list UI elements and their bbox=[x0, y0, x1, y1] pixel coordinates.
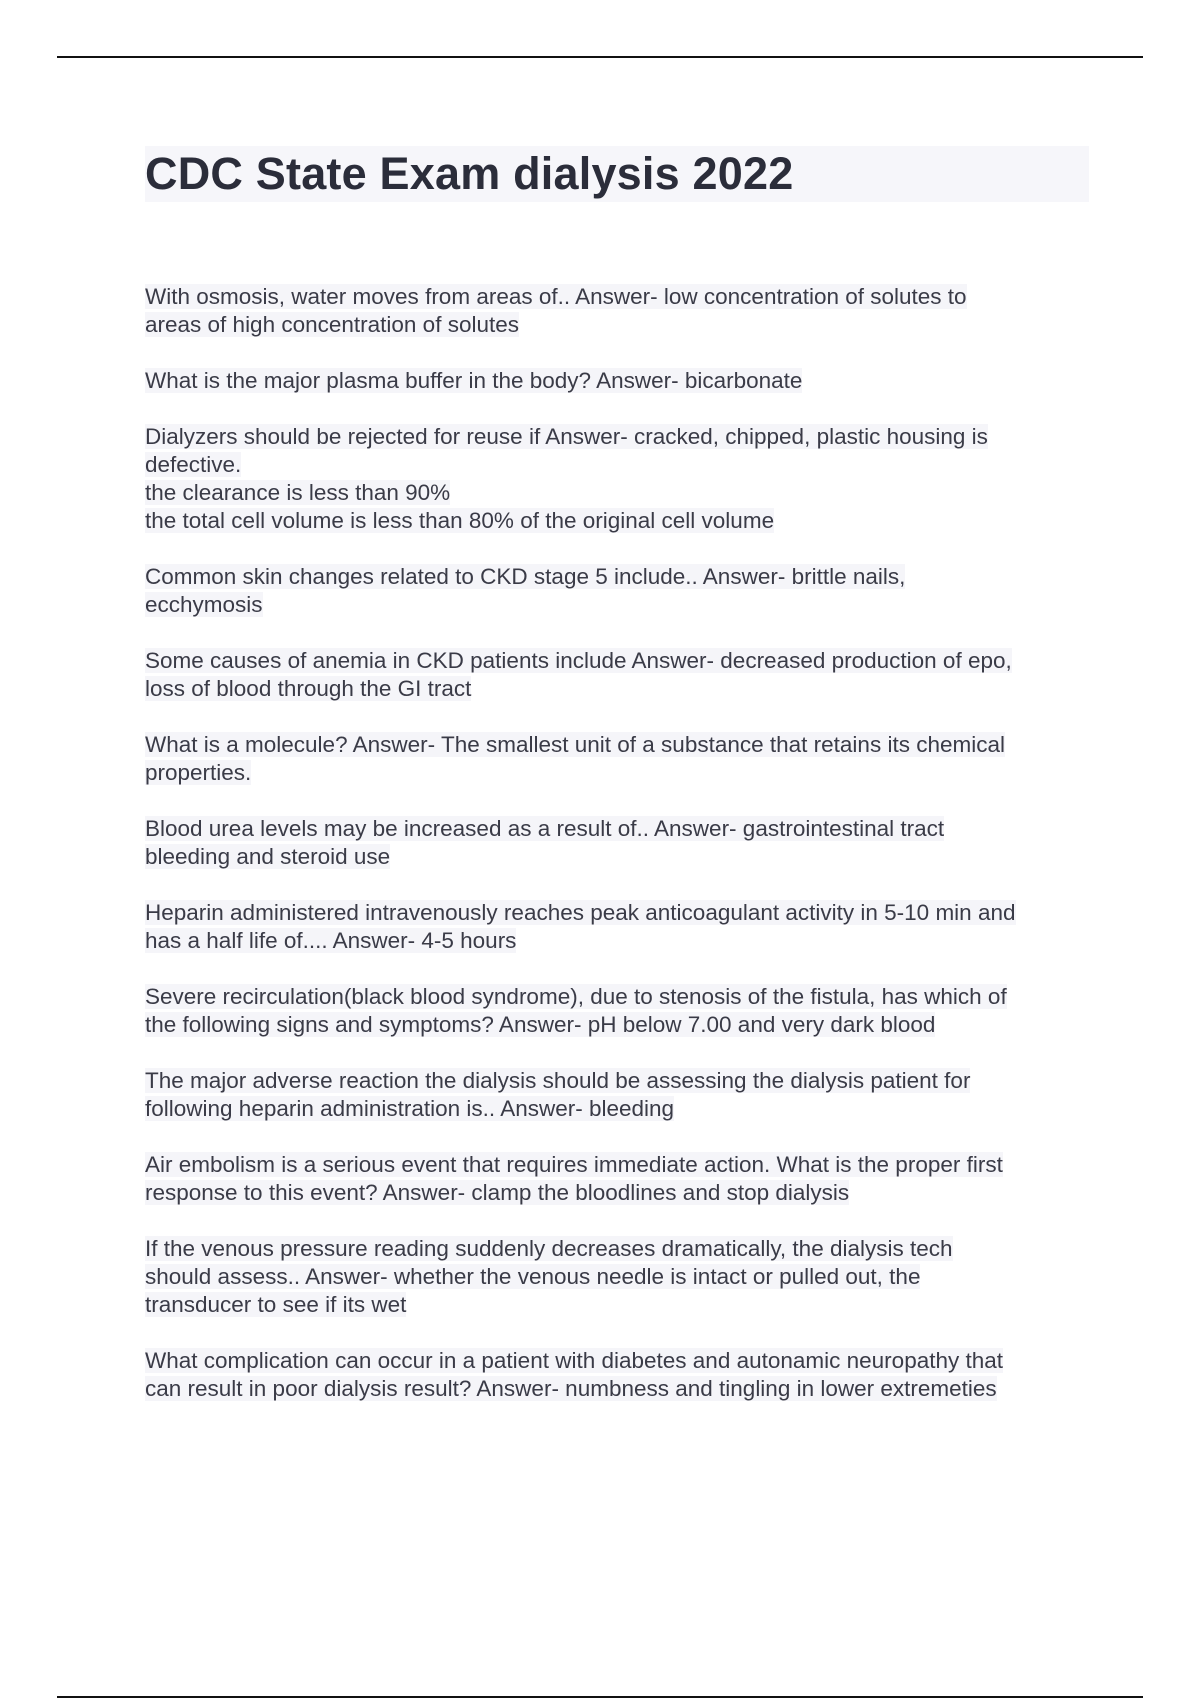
qa-line bbox=[145, 759, 1085, 787]
qa-item bbox=[145, 983, 1085, 1039]
qa-line-text: defective. bbox=[145, 452, 242, 477]
qa-line bbox=[145, 423, 1085, 451]
qa-item bbox=[145, 367, 1085, 395]
qa-item bbox=[145, 1151, 1085, 1207]
qa-line-text: The major adverse reaction the dialysis should be assessing the dialysis patient for bbox=[145, 1068, 971, 1093]
qa-line bbox=[145, 927, 1085, 955]
qa-line-text: Heparin administered intravenously reaches peak anticoagulant activity in 5-10 min and bbox=[145, 900, 1016, 925]
qa-line-text: Common skin changes related to CKD stage 5 include.. Answer- brittle nails, bbox=[145, 564, 906, 589]
qa-line bbox=[145, 1067, 1085, 1095]
qa-line bbox=[145, 507, 1085, 535]
qa-line bbox=[145, 1235, 1085, 1263]
qa-line bbox=[145, 1291, 1085, 1319]
qa-line-text: Some causes of anemia in CKD patients include Answer- decreased production of epo, bbox=[145, 648, 1012, 673]
qa-line bbox=[145, 815, 1085, 843]
qa-line-text: What is the major plasma buffer in the body? Answer- bicarbonate bbox=[145, 368, 803, 393]
qa-line-text: the following signs and symptoms? Answer- pH below 7.00 and very dark blood bbox=[145, 1012, 936, 1037]
qa-line bbox=[145, 563, 1085, 591]
qa-line-text: ecchymosis bbox=[145, 592, 263, 617]
qa-line bbox=[145, 451, 1085, 479]
qa-line-text: What complication can occur in a patient with diabetes and autonamic neuropathy that bbox=[145, 1348, 1004, 1373]
qa-item bbox=[145, 1067, 1085, 1123]
qa-line-text: Severe recirculation(black blood syndrome), due to stenosis of the fistula, has which of bbox=[145, 984, 1007, 1009]
page-title: CDC State Exam dialysis 2022 bbox=[145, 148, 794, 199]
qa-line-text: bleeding and steroid use bbox=[145, 844, 391, 869]
qa-line bbox=[145, 1263, 1085, 1291]
qa-line bbox=[145, 1375, 1085, 1403]
qa-line-text: the clearance is less than 90% bbox=[145, 480, 451, 505]
qa-line bbox=[145, 675, 1085, 703]
qa-line-text: properties. bbox=[145, 760, 252, 785]
qa-item bbox=[145, 423, 1085, 535]
qa-item bbox=[145, 731, 1085, 787]
qa-line-text: loss of blood through the GI tract bbox=[145, 676, 472, 701]
qa-line bbox=[145, 731, 1085, 759]
qa-item bbox=[145, 563, 1085, 619]
qa-item bbox=[145, 283, 1085, 339]
qa-line bbox=[145, 647, 1085, 675]
qa-line bbox=[145, 1011, 1085, 1039]
qa-line-text: Air embolism is a serious event that requires immediate action. What is the proper first bbox=[145, 1152, 1003, 1177]
title-block bbox=[145, 146, 1089, 202]
qa-line bbox=[145, 1095, 1085, 1123]
qa-line bbox=[145, 479, 1085, 507]
qa-line bbox=[145, 283, 1085, 311]
qa-line-text: following heparin administration is.. Answer- bleeding bbox=[145, 1096, 675, 1121]
qa-line bbox=[145, 983, 1085, 1011]
qa-line-text: has a half life of.... Answer- 4-5 hours bbox=[145, 928, 517, 953]
qa-line-text: areas of high concentration of solutes bbox=[145, 312, 519, 337]
bottom-rule bbox=[57, 1696, 1143, 1698]
qa-item bbox=[145, 815, 1085, 871]
qa-line bbox=[145, 843, 1085, 871]
qa-list bbox=[145, 283, 1085, 1431]
qa-line-text: transducer to see if its wet bbox=[145, 1292, 407, 1317]
qa-line bbox=[145, 899, 1085, 927]
qa-line-text: If the venous pressure reading suddenly decreases dramatically, the dialysis tech bbox=[145, 1236, 953, 1261]
qa-item bbox=[145, 1235, 1085, 1319]
qa-line-text: Blood urea levels may be increased as a result of.. Answer- gastrointestinal tract bbox=[145, 816, 945, 841]
qa-line-text: What is a molecule? Answer- The smallest unit of a substance that retains its chemical bbox=[145, 732, 1005, 757]
qa-line-text: the total cell volume is less than 80% of the original cell volume bbox=[145, 508, 775, 533]
qa-item bbox=[145, 647, 1085, 703]
qa-line-text: can result in poor dialysis result? Answer- numbness and tingling in lower extremeties bbox=[145, 1376, 997, 1401]
qa-line bbox=[145, 1179, 1085, 1207]
top-rule bbox=[57, 56, 1143, 58]
qa-item bbox=[145, 899, 1085, 955]
qa-item bbox=[145, 1347, 1085, 1403]
qa-line bbox=[145, 311, 1085, 339]
qa-line-text: With osmosis, water moves from areas of.. Answer- low concentration of solutes to bbox=[145, 284, 967, 309]
qa-line-text: response to this event? Answer- clamp the bloodlines and stop dialysis bbox=[145, 1180, 850, 1205]
qa-line bbox=[145, 367, 1085, 395]
qa-line bbox=[145, 1151, 1085, 1179]
qa-line-text: should assess.. Answer- whether the venous needle is intact or pulled out, the bbox=[145, 1264, 921, 1289]
qa-line-text: Dialyzers should be rejected for reuse if Answer- cracked, chipped, plastic housing is bbox=[145, 424, 988, 449]
qa-line bbox=[145, 591, 1085, 619]
qa-line bbox=[145, 1347, 1085, 1375]
